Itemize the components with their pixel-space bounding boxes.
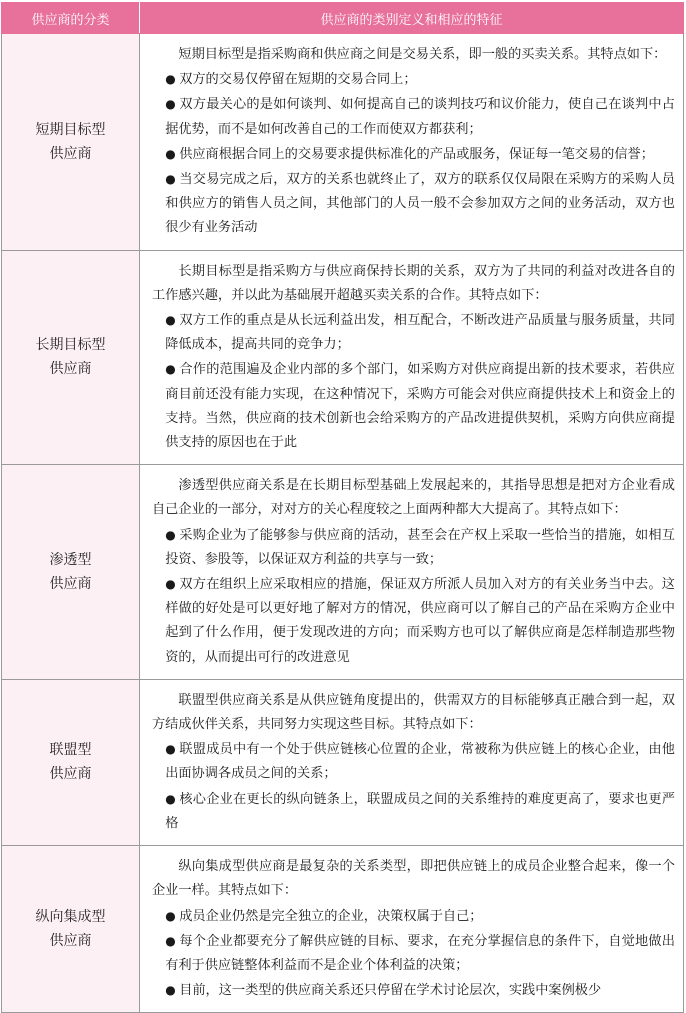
bullet-dot-icon: ● [165,362,176,377]
supplier-type-label: 供应商 [49,766,92,783]
feature-text: 双方最关心的是如何谈判、如何提高自己的谈判技巧和议价能力，使自己在谈判中占据优势，而不是如何改善自己的工作而使双方都获利； [165,97,675,137]
feature-text: 每个企业都要充分了解供应链的目标、要求，在充分掌握信息的条件下，自觉地做出有利于供应链整体利益而不是企业个体利益的决策； [165,933,675,973]
feature-text: 核心企业在更长的纵向链条上，联盟成员之间的关系维持的难度更高了，要求也更严格 [165,791,675,831]
description-intro: 纵向集成型供应商是最复杂的关系类型，即把供应链上的成员企业整合起来，像一个企业一样。其特点如下： [152,859,675,899]
feature-text: 双方的交易仅停留在短期的交易合同上； [179,72,417,88]
supplier-type-label: 纵向集成型 [35,909,106,926]
supplier-type-label: 供应商 [49,361,92,378]
feature-text: 供应商根据合同上的交易要求提供标准化的产品或服务，保证每一笔交易的信誉； [179,146,654,162]
supplier-description-cell [140,846,684,1013]
supplier-type-cell [2,846,140,1013]
feature-text: 目前，这一类型的供应商关系还只停留在学术讨论层次，实践中案例极少 [179,983,602,999]
supplier-classification-table [1,2,684,1013]
supplier-description-cell [140,679,684,845]
table-row [2,250,684,465]
feature-bullet [152,572,675,670]
supplier-description-cell [140,250,684,465]
feature-text: 采购企业为了能够参与供应商的活动，甚至会在产权上采取一些恰当的措施，如相互投资、参股等，以保证双方利益的共享与一致； [165,527,675,567]
bullet-dot-icon: ● [165,908,176,923]
description-intro: 短期目标型是指采购商和供应商之间是交易关系，即一般的买卖关系。其特点如下： [178,47,667,62]
bullet-dot-icon: ● [165,577,176,592]
supplier-type-cell [2,465,140,680]
supplier-type-label: 联盟型 [49,742,92,759]
table-header-row [2,3,684,34]
header-category: 供应商的分类 [2,3,140,34]
supplier-type-label: 短期目标型 [35,121,106,138]
feature-bullet [152,167,675,241]
bullet-dot-icon: ● [165,72,176,87]
feature-bullet [152,357,675,455]
table-row [2,34,684,251]
feature-bullet [152,787,675,836]
table-row [2,465,684,680]
supplier-type-cell [2,34,140,251]
feature-bullet [152,904,675,929]
supplier-type-label: 供应商 [49,145,92,162]
bullet-dot-icon: ● [165,172,176,187]
feature-text: 当交易完成之后，双方的关系也就终止了，双方的联系仅仅局限在采购方的采购人员和供应方的销售人员之间，其他部门的人员一般不会参加双方之间的业务活动，双方也很少有业务活动 [165,172,675,236]
feature-bullet [152,523,675,572]
feature-text: 成员企业仍然是完全独立的企业，决策权属于自己； [179,908,483,924]
header-definition: 供应商的类别定义和相应的特征 [140,3,684,34]
supplier-type-cell [2,250,140,465]
feature-text: 双方在组织上应采取相应的措施，保证双方所派人员加入对方的有关业务当中去。这样做的好处是可以更好地了解对方的情况，供应商可以了解自己的产品在采购方企业中起到了什么作用，便于发现改进的方向；而采购方也可以了解供应商是怎样制造那些物资的，从而提出可行的改进意见 [165,577,675,665]
description-intro: 联盟型供应商关系是从供应链角度提出的，供需双方的目标能够真正融合到一起，双方结成伙伴关系，共同努力实现这些目标。其特点如下： [152,692,675,733]
feature-bullet [152,92,675,141]
bullet-dot-icon: ● [165,97,176,112]
bullet-dot-icon: ● [165,983,176,998]
supplier-type-label: 长期目标型 [35,337,106,354]
supplier-description-cell [140,465,684,680]
supplier-type-label: 供应商 [49,576,92,593]
supplier-description-cell [140,34,684,251]
feature-bullet [152,142,675,167]
description-intro: 长期目标型是指采购方与供应商保持长期的关系，双方为了共同的利益对改进各自的工作感兴趣，并以此为基础展开超越买卖关系的合作。其特点如下： [152,263,675,303]
feature-bullet [152,67,675,92]
bullet-dot-icon: ● [165,313,176,328]
feature-text: 合作的范围遍及企业内部的多个部门，如采购方对供应商提出新的技术要求，若供应商目前还没有能力实现，在这种情况下，采购方可能会对供应商提供技术上和资金上的支持。当然，供应商的技术创新也会给采购方的产品改进提供契机，采购方向供应商提供支持的原因也在于此 [165,362,675,451]
bullet-dot-icon: ● [165,146,176,161]
supplier-type-cell [2,679,140,845]
table-row [2,846,684,1013]
bullet-dot-icon: ● [165,933,176,948]
feature-bullet [152,929,675,978]
supplier-type-label: 供应商 [49,933,92,950]
feature-text: 联盟成员中有一个处于供应链核心位置的企业，常被称为供应链上的核心企业，由他出面协调各成员之间的关系； [165,742,675,782]
feature-text: 双方工作的重点是从长远利益出发，相互配合，不断改进产品质量与服务质量，共同降低成本，提高共同的竞争力； [165,313,675,353]
feature-bullet [152,978,675,1003]
bullet-dot-icon: ● [165,742,176,757]
feature-bullet [152,737,675,786]
bullet-dot-icon: ● [165,527,176,542]
table-body [2,34,684,1013]
feature-bullet [152,308,675,357]
table-row [2,679,684,845]
supplier-type-label: 渗透型 [49,552,92,569]
description-intro: 渗透型供应商关系是在长期目标型基础上发展起来的，其指导思想是把对方企业看成自己企业的一部分，对对方的关心程度较之上面两种都大大提高了。其特点如下： [152,478,675,518]
bullet-dot-icon: ● [165,791,176,806]
